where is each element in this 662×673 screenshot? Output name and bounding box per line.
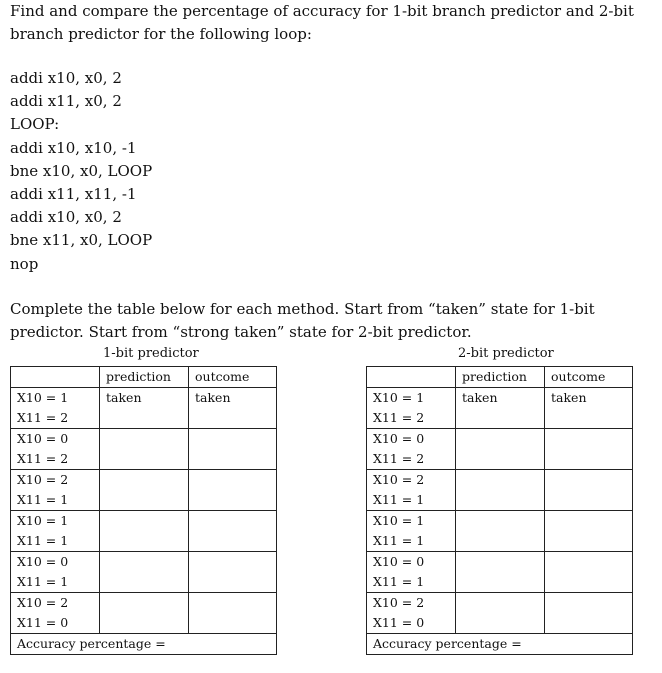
table-header-row (367, 367, 633, 388)
table-row (367, 593, 633, 634)
prediction-cell[interactable]: taken (456, 388, 545, 429)
outcome-cell[interactable] (545, 470, 633, 511)
prediction-cell[interactable] (456, 552, 545, 593)
x11-value: X11 = 1 (373, 533, 425, 548)
code-line: bne x10, x0, LOOP (10, 161, 153, 180)
table-row (11, 429, 277, 470)
table-row (367, 388, 633, 429)
x10-value: X10 = 1 (17, 390, 69, 405)
table-row (11, 552, 277, 593)
state-cell (367, 552, 456, 593)
state-cell (11, 429, 100, 470)
outcome-cell[interactable] (189, 511, 277, 552)
x10-value: X10 = 0 (373, 431, 425, 446)
table-row (11, 593, 277, 634)
table-row (11, 511, 277, 552)
x11-value: X11 = 2 (17, 410, 69, 425)
state-header (11, 367, 100, 388)
accuracy-label: Accuracy percentage = (367, 634, 633, 655)
table-header-row (11, 367, 277, 388)
outcome-cell[interactable] (189, 470, 277, 511)
x10-value: X10 = 1 (17, 513, 69, 528)
two-bit-predictor-table (366, 366, 633, 655)
x11-value: X11 = 2 (17, 451, 69, 466)
x10-value: X10 = 0 (17, 431, 69, 446)
prediction-cell[interactable] (456, 511, 545, 552)
prediction-header: prediction (456, 367, 545, 388)
x11-value: X11 = 1 (373, 492, 425, 507)
one-bit-predictor-table (10, 366, 277, 655)
state-cell (11, 552, 100, 593)
x11-value: X11 = 1 (373, 574, 425, 589)
table-row (11, 470, 277, 511)
code-line: addi x10, x10, -1 (10, 138, 137, 157)
one-bit-table-title: 1-bit predictor (103, 346, 199, 361)
table-row (367, 511, 633, 552)
question-text: Find and compare the percentage of accuracy for 1-bit branch predictor and 2-bit branch predictor for the following loop: (10, 2, 634, 43)
prediction-cell[interactable] (100, 429, 189, 470)
code-line: addi x10, x0, 2 (10, 208, 122, 227)
x11-value: X11 = 1 (17, 574, 69, 589)
state-cell (367, 470, 456, 511)
state-cell (11, 470, 100, 511)
prediction-cell[interactable] (100, 511, 189, 552)
x11-value: X11 = 2 (373, 410, 425, 425)
code-line: addi x11, x0, 2 (10, 92, 122, 111)
x11-value: X11 = 0 (373, 615, 425, 630)
table-row (11, 388, 277, 429)
state-cell (367, 388, 456, 429)
code-line: LOOP: (10, 115, 60, 134)
state-cell (11, 511, 100, 552)
instructions-text: Complete the table below for each method. Start from “taken” state for 1-bit predictor. Start from “strong taken” state for 2-bit predictor. (10, 300, 595, 341)
code-line: addi x10, x0, 2 (10, 69, 122, 87)
accuracy-row (367, 634, 633, 655)
outcome-header: outcome (189, 367, 277, 388)
outcome-cell[interactable] (189, 593, 277, 634)
code-listing (10, 67, 152, 276)
table-row (367, 470, 633, 511)
x10-value: X10 = 1 (373, 390, 425, 405)
outcome-cell[interactable] (545, 593, 633, 634)
state-cell (367, 429, 456, 470)
outcome-cell[interactable]: taken (189, 388, 277, 429)
accuracy-label: Accuracy percentage = (11, 634, 277, 655)
table-row (367, 552, 633, 593)
one-bit-rows (11, 388, 277, 634)
prediction-cell[interactable] (100, 552, 189, 593)
prediction-cell[interactable] (456, 429, 545, 470)
prediction-header: prediction (100, 367, 189, 388)
outcome-cell[interactable] (189, 552, 277, 593)
prediction-cell[interactable] (456, 593, 545, 634)
outcome-cell[interactable] (545, 429, 633, 470)
x10-value: X10 = 2 (373, 595, 425, 610)
outcome-cell[interactable] (189, 429, 277, 470)
prediction-cell[interactable]: taken (100, 388, 189, 429)
outcome-cell[interactable]: taken (545, 388, 633, 429)
outcome-cell[interactable] (545, 511, 633, 552)
x10-value: X10 = 2 (373, 472, 425, 487)
x10-value: X10 = 0 (373, 554, 425, 569)
x11-value: X11 = 1 (17, 533, 69, 548)
two-bit-table-title: 2-bit predictor (458, 346, 554, 361)
x11-value: X11 = 2 (373, 451, 425, 466)
code-line: nop (10, 254, 39, 273)
outcome-cell[interactable] (545, 552, 633, 593)
prediction-cell[interactable] (100, 470, 189, 511)
state-cell (11, 388, 100, 429)
code-line: bne x11, x0, LOOP (10, 231, 153, 250)
state-header (367, 367, 456, 388)
code-line: addi x11, x11, -1 (10, 185, 137, 204)
x10-value: X10 = 0 (17, 554, 69, 569)
prediction-cell[interactable] (456, 470, 545, 511)
two-bit-rows (367, 388, 633, 634)
prediction-cell[interactable] (100, 593, 189, 634)
state-cell (367, 511, 456, 552)
table-row (367, 429, 633, 470)
x11-value: X11 = 1 (17, 492, 69, 507)
x10-value: X10 = 2 (17, 595, 69, 610)
outcome-header: outcome (545, 367, 633, 388)
x11-value: X11 = 0 (17, 615, 69, 630)
accuracy-row (11, 634, 277, 655)
x10-value: X10 = 2 (17, 472, 69, 487)
x10-value: X10 = 1 (373, 513, 425, 528)
state-cell (367, 593, 456, 634)
state-cell (11, 593, 100, 634)
